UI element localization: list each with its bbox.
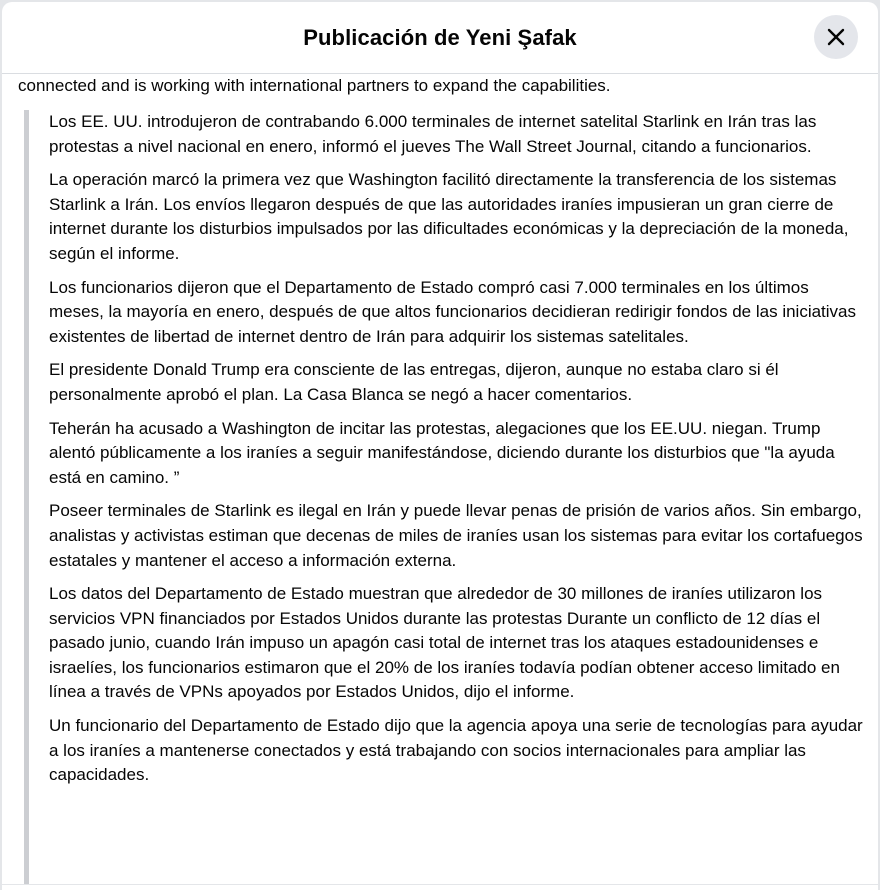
quoted-translation bbox=[24, 110, 867, 884]
divider bbox=[2, 884, 878, 885]
dialog-title: Publicación de Yeni Şafak bbox=[303, 24, 577, 50]
close-button[interactable] bbox=[814, 15, 858, 59]
dialog-header bbox=[2, 2, 878, 74]
post-content[interactable] bbox=[2, 74, 878, 890]
close-icon bbox=[826, 27, 846, 47]
paragraph: Los datos del Departamento de Estado muestran que alrededor de 30 millones de iraníes utilizaron los servicios VPN financiados por Estados Unidos durante las protestas Durante un conflicto de 12 días el pasado junio, cuando Irán impuso un apagón casi total de internet tras los ataques estadounidenses e israelíes, los funcionarios estimaron que el 20% de los iraníes todavía podían obtener acceso limitado en línea a través de VPNs apoyados por Estados Unidos, dijo el informe. bbox=[49, 584, 840, 702]
paragraph: El presidente Donald Trump era consciente de las entregas, dijeron, aunque no estaba claro si él personalmente aprobó el plan. La Casa Blanca se negó a hacer comentarios. bbox=[49, 360, 779, 404]
paragraph: Un funcionario del Departamento de Estado dijo que la agencia apoya una serie de tecnologías para ayudar a los iraníes a mantenerse conectados y está trabajando con socios internacionales para ampliar las capacidades. bbox=[49, 716, 863, 785]
paragraph: Los funcionarios dijeron que el Departamento de Estado compró casi 7.000 terminales en los últimos meses, la mayoría en enero, después de que altos funcionarios decidieran redirigir fondos de las iniciativas existentes de libertad de internet dentro de Irán para adquirir los sistemas satelitales. bbox=[49, 277, 857, 346]
paragraph: Poseer terminales de Starlink es ilegal en Irán y puede llevar penas de prisión de varios años. Sin embargo, analistas y activistas estiman que decenas de miles de iraníes usan los sistemas para evitar los cortafuegos estatales y mantener el acceso a información externa. bbox=[49, 501, 863, 570]
paragraph: La operación marcó la primera vez que Washington facilitó directamente la transferencia de los sistemas Starlink a Irán. Los envíos llegaron después de que las autoridades iraníes impusieran un gran cierre de internet durante los disturbios impulsados por las dificultades económicas y la depreciación de la moneda, según el informe. bbox=[49, 170, 849, 263]
post-dialog bbox=[2, 2, 878, 890]
paragraph: Teherán ha acusado a Washington de incitar las protestas, alegaciones que los EE.UU. niegan. Trump alentó públicamente a los iraníes a seguir manifestándose, diciendo durante los disturbios que "la ayuda está en camino. ” bbox=[49, 418, 835, 487]
paragraph: Los EE. UU. introdujeron de contrabando 6.000 terminales de internet satelital Starlink en Irán tras las protestas a nivel nacional en enero, informó el jueves The Wall Street Journal, citando a funcionarios. bbox=[49, 112, 817, 156]
post-lead-text: connected and is working with international partners to expand the capabilities. bbox=[18, 76, 611, 95]
